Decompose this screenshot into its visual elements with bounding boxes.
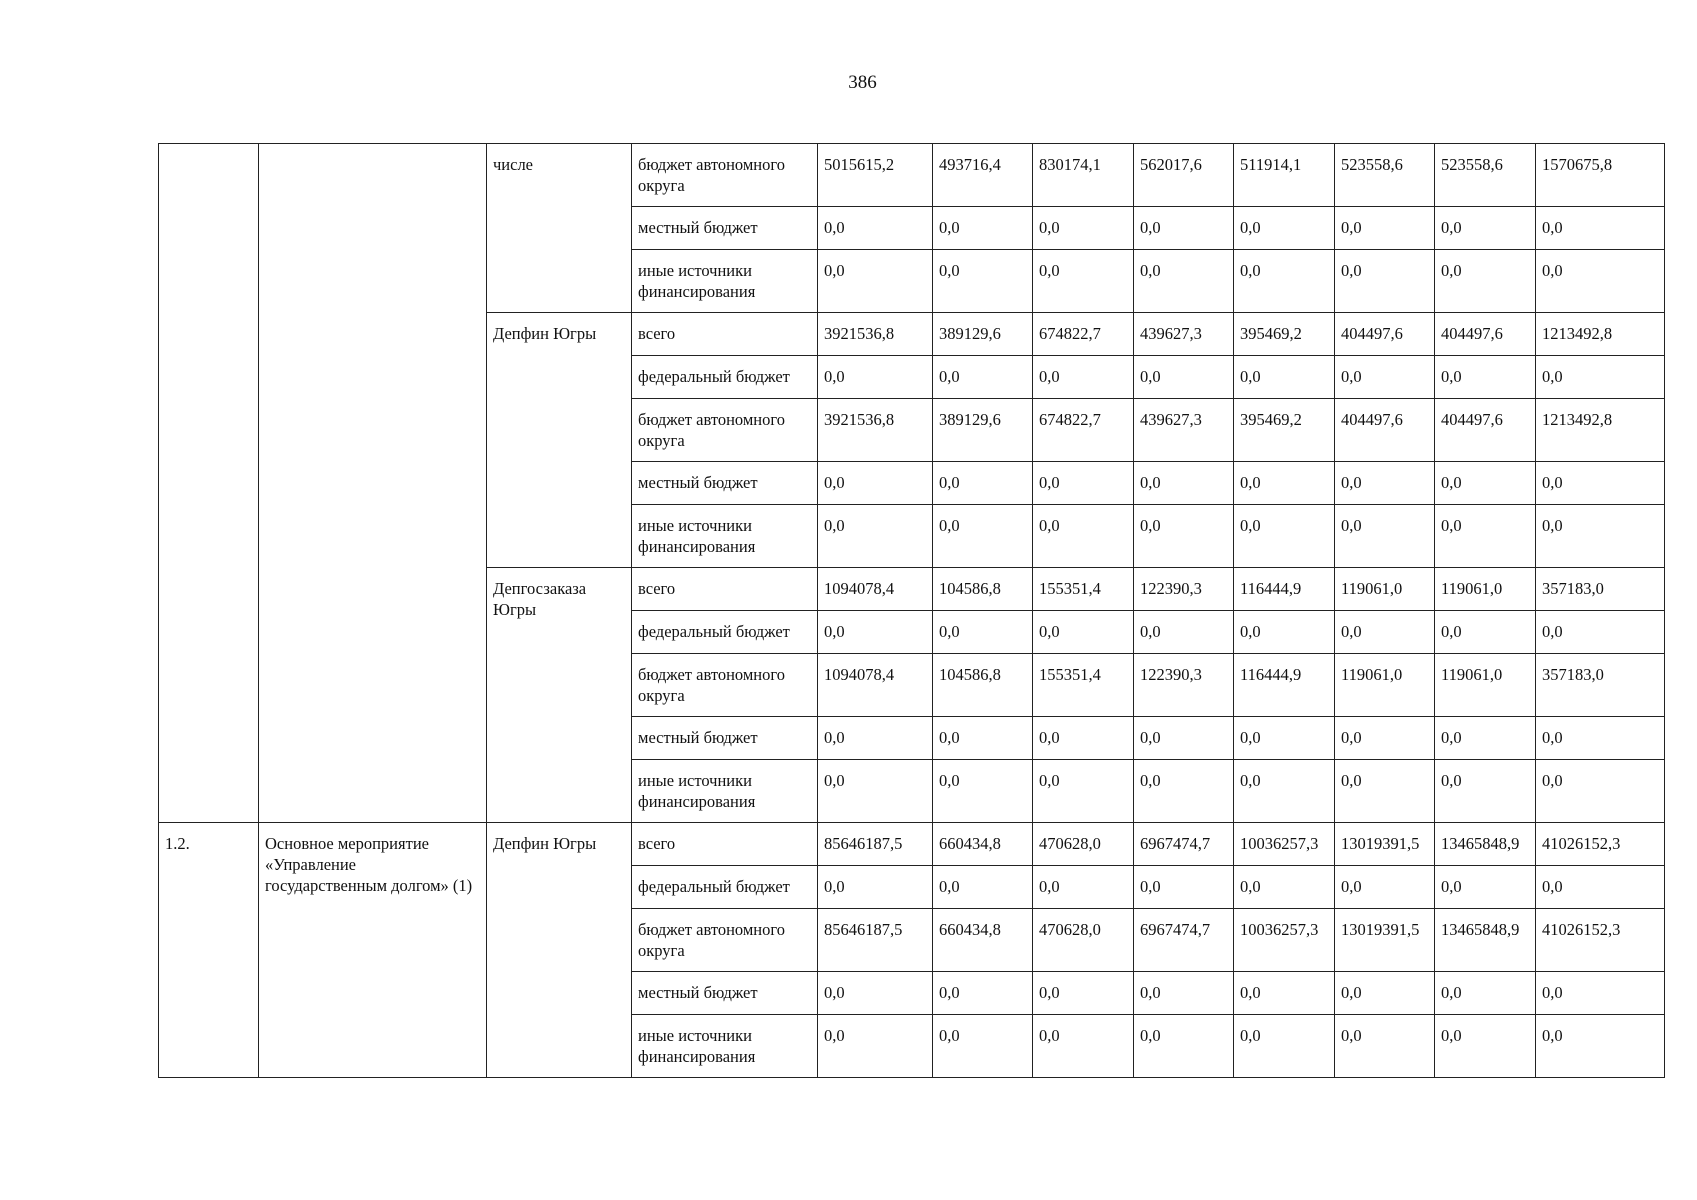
amount-cell: 0,0	[818, 505, 933, 568]
amount-cell: 389129,6	[933, 313, 1033, 356]
amount-cell: 0,0	[1435, 717, 1536, 760]
amount-cell: 357183,0	[1536, 568, 1665, 611]
item-number-cell: 1.2.	[159, 823, 259, 1078]
amount-cell: 0,0	[1536, 250, 1665, 313]
amount-cell: 0,0	[818, 207, 933, 250]
funding-source-cell: местный бюджет	[632, 717, 818, 760]
amount-cell: 0,0	[1033, 505, 1134, 568]
amount-cell: 0,0	[818, 462, 933, 505]
amount-cell: 0,0	[1134, 611, 1234, 654]
amount-cell: 0,0	[1435, 1015, 1536, 1078]
amount-cell: 404497,6	[1435, 399, 1536, 462]
amount-cell: 0,0	[1536, 462, 1665, 505]
amount-cell: 0,0	[1234, 1015, 1335, 1078]
amount-cell: 0,0	[1335, 760, 1435, 823]
amount-cell: 6967474,7	[1134, 909, 1234, 972]
amount-cell: 0,0	[1536, 356, 1665, 399]
amount-cell: 0,0	[818, 356, 933, 399]
funding-source-cell: местный бюджет	[632, 972, 818, 1015]
amount-cell: 85646187,5	[818, 909, 933, 972]
amount-cell: 122390,3	[1134, 568, 1234, 611]
amount-cell: 470628,0	[1033, 909, 1134, 972]
amount-cell: 13465848,9	[1435, 909, 1536, 972]
amount-cell: 0,0	[933, 505, 1033, 568]
amount-cell: 439627,3	[1134, 399, 1234, 462]
amount-cell: 0,0	[1335, 505, 1435, 568]
amount-cell: 357183,0	[1536, 654, 1665, 717]
amount-cell: 0,0	[1234, 760, 1335, 823]
amount-cell: 0,0	[1234, 866, 1335, 909]
amount-cell: 0,0	[1134, 462, 1234, 505]
funding-source-cell: федеральный бюджет	[632, 356, 818, 399]
funding-source-cell: местный бюджет	[632, 207, 818, 250]
amount-cell: 493716,4	[933, 144, 1033, 207]
amount-cell: 41026152,3	[1536, 823, 1665, 866]
amount-cell: 0,0	[933, 611, 1033, 654]
amount-cell: 0,0	[1033, 356, 1134, 399]
amount-cell: 0,0	[1033, 717, 1134, 760]
amount-cell: 389129,6	[933, 399, 1033, 462]
amount-cell: 523558,6	[1335, 144, 1435, 207]
amount-cell: 0,0	[1234, 717, 1335, 760]
amount-cell: 0,0	[933, 760, 1033, 823]
amount-cell: 0,0	[1335, 207, 1435, 250]
amount-cell: 0,0	[818, 1015, 933, 1078]
amount-cell: 404497,6	[1335, 313, 1435, 356]
amount-cell: 0,0	[1536, 505, 1665, 568]
amount-cell: 395469,2	[1234, 313, 1335, 356]
amount-cell: 0,0	[1134, 250, 1234, 313]
amount-cell: 41026152,3	[1536, 909, 1665, 972]
amount-cell: 0,0	[1134, 207, 1234, 250]
amount-cell: 0,0	[818, 717, 933, 760]
funding-source-cell: бюджет автономного округа	[632, 144, 818, 207]
amount-cell: 0,0	[1033, 866, 1134, 909]
amount-cell: 0,0	[1033, 611, 1134, 654]
amount-cell: 0,0	[1335, 717, 1435, 760]
amount-cell: 0,0	[1033, 207, 1134, 250]
amount-cell: 0,0	[1335, 611, 1435, 654]
amount-cell: 0,0	[1335, 866, 1435, 909]
amount-cell: 830174,1	[1033, 144, 1134, 207]
amount-cell: 0,0	[1435, 250, 1536, 313]
amount-cell: 0,0	[818, 250, 933, 313]
amount-cell: 0,0	[933, 462, 1033, 505]
amount-cell: 119061,0	[1435, 654, 1536, 717]
responsible-executor-cell: Депгосзаказа Югры	[487, 568, 632, 823]
responsible-executor-cell: числе	[487, 144, 632, 313]
amount-cell: 1094078,4	[818, 654, 933, 717]
funding-source-cell: всего	[632, 823, 818, 866]
amount-cell: 0,0	[1435, 505, 1536, 568]
activity-name-cell	[259, 144, 487, 823]
amount-cell: 0,0	[1234, 462, 1335, 505]
funding-source-cell: местный бюджет	[632, 462, 818, 505]
funding-source-cell: бюджет автономного округа	[632, 909, 818, 972]
amount-cell: 470628,0	[1033, 823, 1134, 866]
table-body	[159, 144, 1665, 1078]
amount-cell: 0,0	[1234, 972, 1335, 1015]
amount-cell: 0,0	[1536, 1015, 1665, 1078]
amount-cell: 0,0	[1536, 207, 1665, 250]
amount-cell: 0,0	[1234, 250, 1335, 313]
amount-cell: 155351,4	[1033, 654, 1134, 717]
amount-cell: 6967474,7	[1134, 823, 1234, 866]
funding-source-cell: иные источники финансирования	[632, 760, 818, 823]
amount-cell: 0,0	[1234, 505, 1335, 568]
amount-cell: 404497,6	[1335, 399, 1435, 462]
amount-cell: 13465848,9	[1435, 823, 1536, 866]
responsible-executor-cell: Депфин Югры	[487, 823, 632, 1078]
amount-cell: 5015615,2	[818, 144, 933, 207]
amount-cell: 674822,7	[1033, 399, 1134, 462]
amount-cell: 119061,0	[1335, 654, 1435, 717]
amount-cell: 104586,8	[933, 568, 1033, 611]
amount-cell: 116444,9	[1234, 568, 1335, 611]
amount-cell: 0,0	[1134, 505, 1234, 568]
amount-cell: 660434,8	[933, 909, 1033, 972]
amount-cell: 0,0	[1234, 611, 1335, 654]
amount-cell: 0,0	[1033, 760, 1134, 823]
amount-cell: 0,0	[1435, 356, 1536, 399]
amount-cell: 0,0	[1134, 866, 1234, 909]
amount-cell: 0,0	[1536, 611, 1665, 654]
amount-cell: 0,0	[933, 866, 1033, 909]
amount-cell: 0,0	[933, 250, 1033, 313]
amount-cell: 104586,8	[933, 654, 1033, 717]
amount-cell: 0,0	[1536, 972, 1665, 1015]
amount-cell: 10036257,3	[1234, 909, 1335, 972]
amount-cell: 119061,0	[1335, 568, 1435, 611]
funding-source-cell: бюджет автономного округа	[632, 654, 818, 717]
amount-cell: 0,0	[1134, 1015, 1234, 1078]
funding-source-cell: федеральный бюджет	[632, 866, 818, 909]
amount-cell: 0,0	[818, 866, 933, 909]
funding-source-cell: иные источники финансирования	[632, 250, 818, 313]
amount-cell: 0,0	[933, 972, 1033, 1015]
amount-cell: 0,0	[1033, 972, 1134, 1015]
amount-cell: 0,0	[1435, 611, 1536, 654]
amount-cell: 562017,6	[1134, 144, 1234, 207]
amount-cell: 0,0	[933, 207, 1033, 250]
funding-source-cell: иные источники финансирования	[632, 505, 818, 568]
amount-cell: 404497,6	[1435, 313, 1536, 356]
amount-cell: 0,0	[818, 972, 933, 1015]
amount-cell: 0,0	[1435, 207, 1536, 250]
amount-cell: 0,0	[933, 356, 1033, 399]
amount-cell: 0,0	[1435, 866, 1536, 909]
amount-cell: 0,0	[1536, 717, 1665, 760]
amount-cell: 0,0	[933, 717, 1033, 760]
activity-name-cell: Основное мероприятие «Управление государственным долгом» (1)	[259, 823, 487, 1078]
amount-cell: 0,0	[1435, 760, 1536, 823]
amount-cell: 0,0	[1234, 356, 1335, 399]
amount-cell: 0,0	[933, 1015, 1033, 1078]
amount-cell: 0,0	[1033, 250, 1134, 313]
amount-cell: 122390,3	[1134, 654, 1234, 717]
amount-cell: 0,0	[1536, 866, 1665, 909]
amount-cell: 511914,1	[1234, 144, 1335, 207]
amount-cell: 0,0	[1435, 972, 1536, 1015]
amount-cell: 0,0	[1435, 462, 1536, 505]
amount-cell: 0,0	[1234, 207, 1335, 250]
amount-cell: 0,0	[1134, 717, 1234, 760]
amount-cell: 0,0	[1536, 760, 1665, 823]
amount-cell: 116444,9	[1234, 654, 1335, 717]
amount-cell: 439627,3	[1134, 313, 1234, 356]
amount-cell: 523558,6	[1435, 144, 1536, 207]
amount-cell: 1570675,8	[1536, 144, 1665, 207]
funding-source-cell: бюджет автономного округа	[632, 399, 818, 462]
amount-cell: 119061,0	[1435, 568, 1536, 611]
amount-cell: 0,0	[1033, 1015, 1134, 1078]
amount-cell: 660434,8	[933, 823, 1033, 866]
amount-cell: 13019391,5	[1335, 823, 1435, 866]
amount-cell: 1094078,4	[818, 568, 933, 611]
amount-cell: 0,0	[1335, 462, 1435, 505]
amount-cell: 13019391,5	[1335, 909, 1435, 972]
page-number: 386	[848, 72, 877, 93]
amount-cell: 10036257,3	[1234, 823, 1335, 866]
amount-cell: 0,0	[1335, 356, 1435, 399]
amount-cell: 3921536,8	[818, 399, 933, 462]
item-number-cell	[159, 144, 259, 823]
funding-source-cell: иные источники финансирования	[632, 1015, 818, 1078]
amount-cell: 395469,2	[1234, 399, 1335, 462]
amount-cell: 0,0	[1335, 250, 1435, 313]
amount-cell: 0,0	[1134, 972, 1234, 1015]
responsible-executor-cell: Депфин Югры	[487, 313, 632, 568]
budget-table	[158, 143, 1665, 1078]
amount-cell: 155351,4	[1033, 568, 1134, 611]
amount-cell: 0,0	[1335, 972, 1435, 1015]
amount-cell: 3921536,8	[818, 313, 933, 356]
funding-source-cell: всего	[632, 568, 818, 611]
funding-source-cell: федеральный бюджет	[632, 611, 818, 654]
amount-cell: 674822,7	[1033, 313, 1134, 356]
amount-cell: 0,0	[818, 760, 933, 823]
amount-cell: 1213492,8	[1536, 399, 1665, 462]
funding-source-cell: всего	[632, 313, 818, 356]
amount-cell: 0,0	[1033, 462, 1134, 505]
amount-cell: 0,0	[1134, 356, 1234, 399]
amount-cell: 0,0	[1335, 1015, 1435, 1078]
table-row	[159, 144, 1665, 207]
amount-cell: 1213492,8	[1536, 313, 1665, 356]
table-row	[159, 823, 1665, 866]
amount-cell: 0,0	[818, 611, 933, 654]
amount-cell: 0,0	[1134, 760, 1234, 823]
amount-cell: 85646187,5	[818, 823, 933, 866]
